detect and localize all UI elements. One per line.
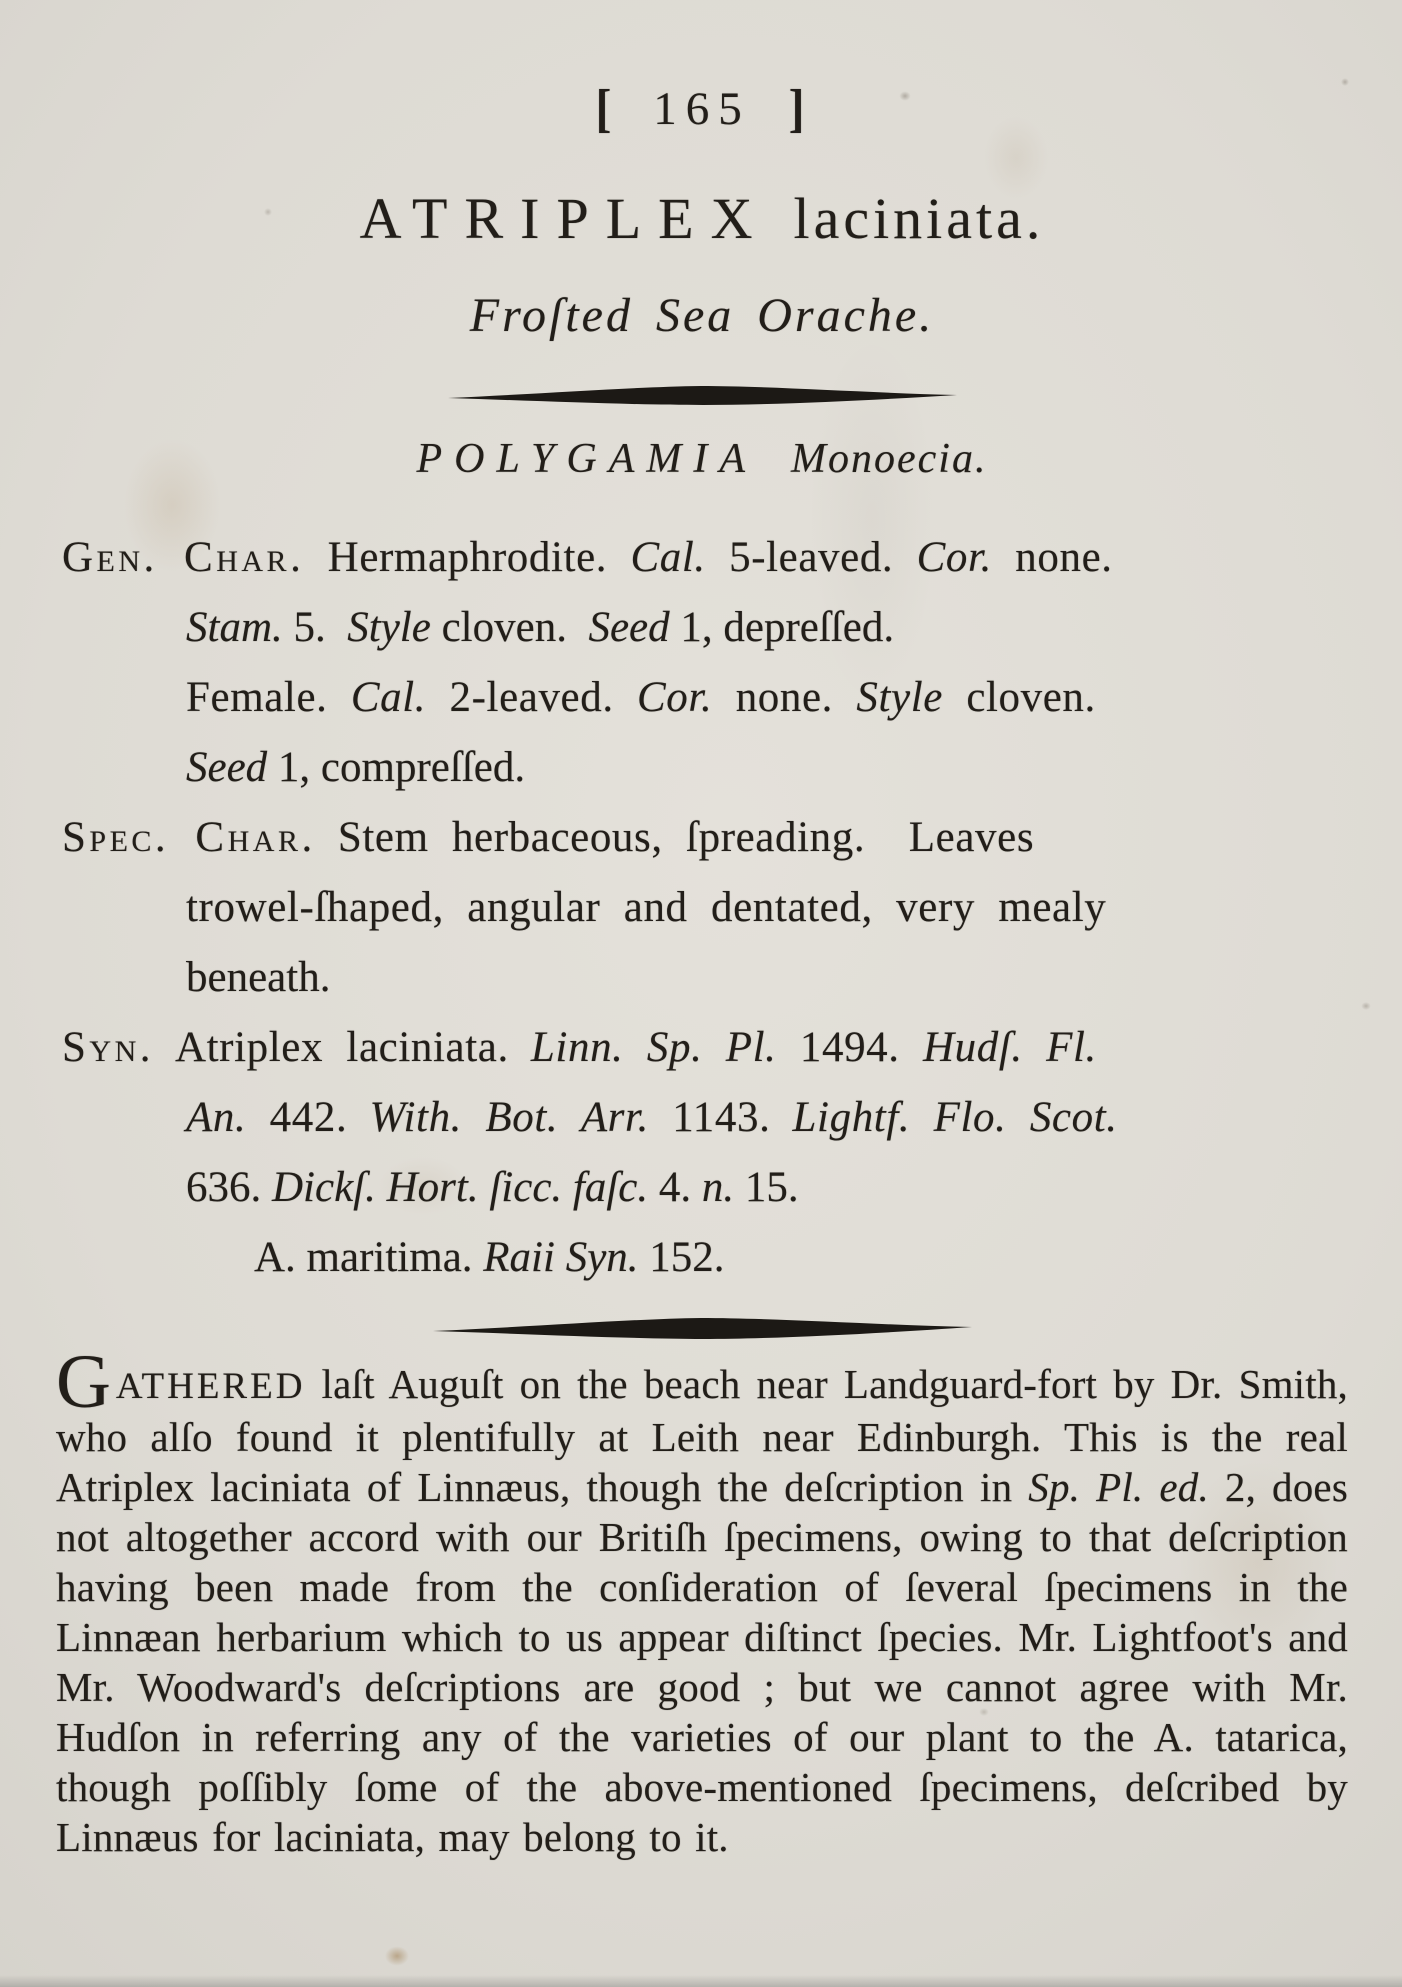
text-run: Atriplex laciniata. xyxy=(154,1024,531,1071)
text-run: cloven. xyxy=(430,604,589,651)
text-run: 15. xyxy=(734,1164,799,1211)
body-paragraph xyxy=(56,1340,1348,1862)
text-run: Female. xyxy=(186,674,351,721)
text-run: 442. xyxy=(246,1094,370,1141)
text-line xyxy=(56,733,1348,803)
text-line xyxy=(56,1013,1348,1083)
drop-cap: G xyxy=(56,1340,116,1424)
text-run: Raii Syn. xyxy=(483,1234,639,1281)
text-run: 152. xyxy=(638,1234,725,1281)
text-run: none. xyxy=(991,534,1113,581)
text-run: Seed xyxy=(186,744,268,791)
section-specific-character xyxy=(56,803,1348,1013)
text-run: Cal. xyxy=(630,534,706,581)
text-run: cloven. xyxy=(942,674,1096,721)
genus-name: ATRIPLEX xyxy=(359,186,770,251)
classification-line xyxy=(56,433,1348,485)
text-run: 1, depreſſed. xyxy=(669,604,895,651)
text-run: Dickſ. Hort. ſicc. faſc. xyxy=(272,1164,649,1211)
text-run: Style xyxy=(347,604,431,651)
text-run: Linn. Sp. Pl. xyxy=(530,1024,777,1071)
page-number xyxy=(56,79,1348,139)
text-run: beneath. xyxy=(186,954,331,1001)
text-run: Lightf. Flo. Scot. xyxy=(792,1094,1118,1141)
text-run: Cor. xyxy=(916,534,992,581)
text-line xyxy=(56,1083,1348,1153)
text-run: 1494. xyxy=(776,1024,923,1071)
text-run: Style xyxy=(856,674,943,721)
text-run: A. maritima. xyxy=(254,1234,484,1281)
text-run: none. xyxy=(712,674,857,721)
description-sections xyxy=(56,523,1348,1293)
text-run: Spec. Char. xyxy=(62,814,316,861)
text-line xyxy=(56,943,1348,1013)
tapered-rule-icon xyxy=(445,382,960,409)
text-run: 5-leaved. xyxy=(705,534,917,581)
text-block xyxy=(56,0,1348,1862)
text-run: With. Bot. Arr. xyxy=(369,1094,649,1141)
text-run: n. xyxy=(701,1164,735,1211)
text-run: 636. xyxy=(186,1164,272,1211)
text-line xyxy=(56,593,1348,663)
text-run: Cor. xyxy=(637,674,713,721)
text-run: 5. xyxy=(282,604,348,651)
text-run: 1, compreſſed. xyxy=(267,744,526,791)
text-run: Stem herbaceous, ſpreading. Leaves xyxy=(315,814,1035,861)
order-name: Monoecia. xyxy=(791,436,988,482)
text-run: 4. xyxy=(648,1164,702,1211)
body-text xyxy=(56,1361,1348,1860)
text-run: Hermaphrodite. xyxy=(304,534,631,581)
section-synonyms xyxy=(56,1013,1348,1293)
section-generic-character xyxy=(56,523,1348,803)
text-run: Hudſ. Fl. xyxy=(922,1024,1097,1071)
text-run: Syn. xyxy=(62,1024,154,1071)
text-line xyxy=(56,663,1348,733)
class-name: POLYGAMIA xyxy=(416,436,758,482)
text-run: Seed xyxy=(588,604,670,651)
tapered-rule-middle xyxy=(56,1313,1348,1343)
text-run: laſt Auguſt on the beach near Landguard-fort by Dr. Smith, who alſo found it plentifully at Leith near Edinburgh. This is the real Atriplex laciniata of Linnæus, though the deſcription in xyxy=(56,1361,1348,1510)
common-name: Froſted Sea Orache. xyxy=(469,289,935,342)
page-number-bracket-left: [ xyxy=(595,79,616,139)
text-run: Stam. xyxy=(186,604,283,651)
page-number-value: 165 xyxy=(653,83,751,135)
text-run: 1143. xyxy=(648,1094,793,1141)
text-run: trowel-ſhaped, angular and dentated, very mealy xyxy=(186,884,1107,931)
text-run: 2, does not altogether accord with our Britiſh ſpecimens, owing to that deſcription having been made from the conſideration of ſeveral ſpecimens in the Linnæan herbarium which to us appear diſtinct ſpecies. Mr. Lightfoot's and Mr. Woodward's deſcriptions are good ; but we cannot agree with Mr. Hudſon in referring any of the varieties of our plant to the A. tatarica, though poſſibly ſome of the above-mentioned ſpecimens, deſcribed by Linnæus for laciniata, may belong to it. xyxy=(56,1464,1348,1860)
text-run: Cal. xyxy=(350,674,427,721)
text-line xyxy=(56,1223,1348,1293)
text-line xyxy=(56,1153,1348,1223)
text-run: An. xyxy=(186,1094,247,1141)
page-number-bracket-right: ] xyxy=(788,79,809,139)
text-run: 2-leaved. xyxy=(426,674,638,721)
text-run: Gen. Char. xyxy=(62,534,305,581)
species-title xyxy=(56,186,1348,252)
species-epithet: laciniata. xyxy=(793,186,1045,251)
tapered-rule-top xyxy=(56,382,1348,409)
text-line xyxy=(56,803,1348,873)
drop-cap-rest: ATHERED xyxy=(115,1366,306,1407)
text-line xyxy=(56,523,1348,593)
text-line xyxy=(56,873,1348,943)
text-run: Sp. Pl. ed. xyxy=(1028,1464,1209,1510)
tapered-rule-icon xyxy=(429,1313,976,1343)
